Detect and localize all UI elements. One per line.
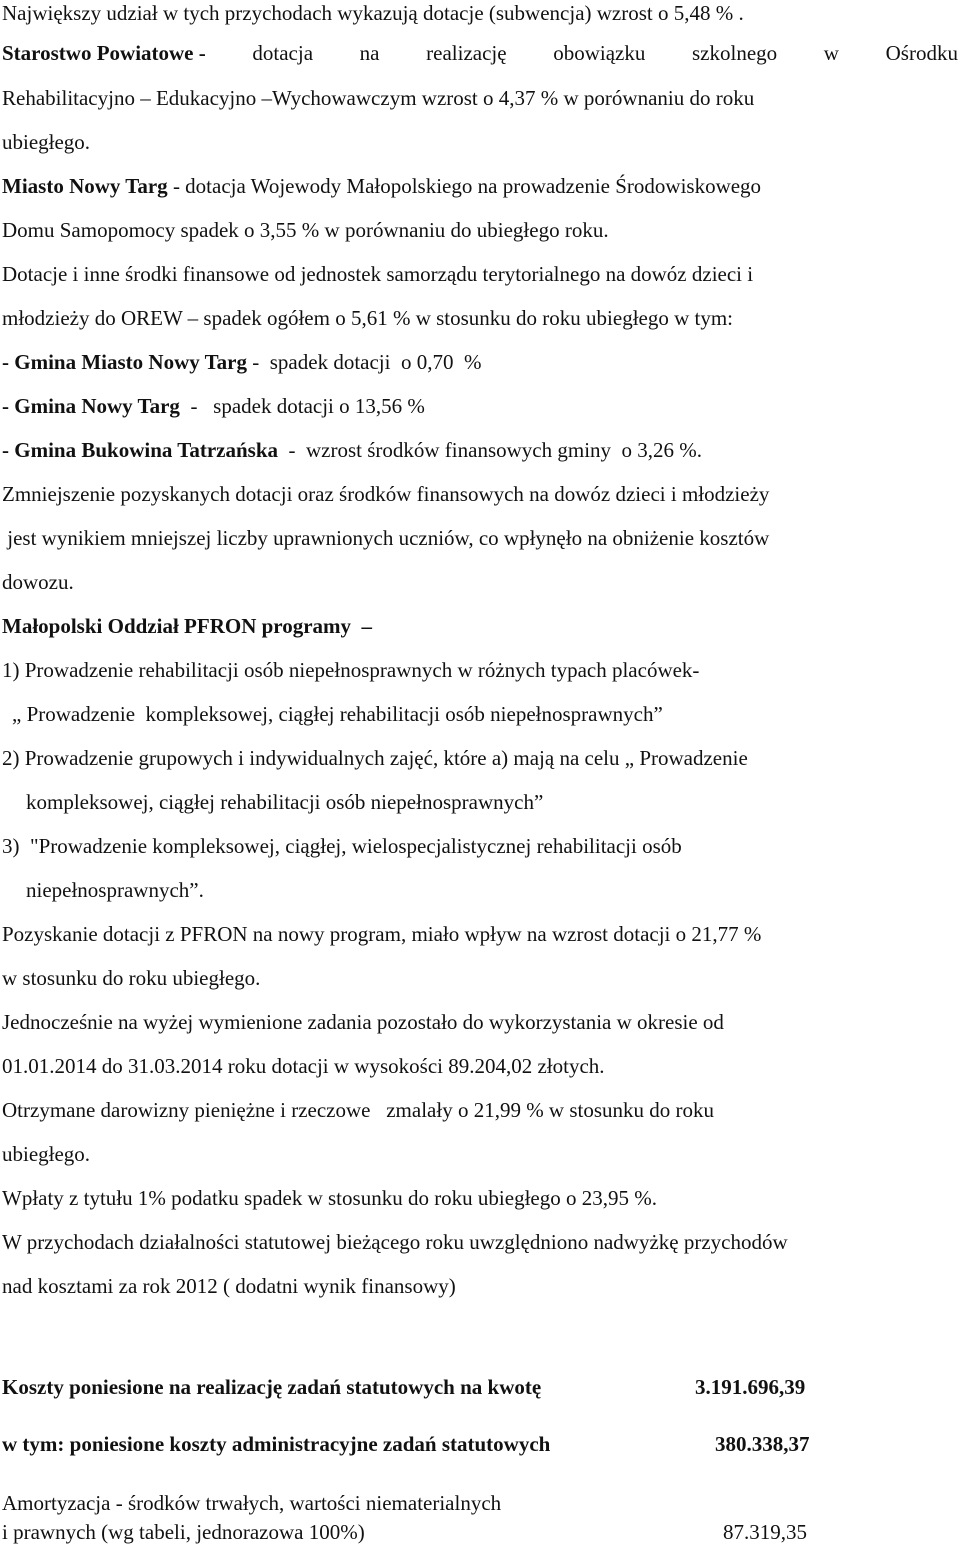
paragraph-dotacje-line1: Dotacje i inne środki finansowe od jednostek samorządu terytorialnego na dowóz dzieci i bbox=[2, 262, 754, 286]
gmina-name: - Gmina Miasto Nowy Targ bbox=[2, 350, 248, 374]
pfron-item-1: 1) Prowadzenie rehabilitacji osób niepełnosprawnych w różnych typach placówek- bbox=[2, 658, 700, 682]
gmina-name: - Gmina Bukowina Tatrzańska bbox=[2, 438, 278, 462]
paragraph-nadwyzka-line2: nad kosztami za rok 2012 ( dodatni wynik finansowy) bbox=[2, 1274, 456, 1298]
gmina-item-1 bbox=[2, 349, 958, 375]
paragraph-miasto-line2: Domu Samopomocy spadek o 3,55 % w porównaniu do ubiegłego roku. bbox=[2, 218, 609, 242]
pfron-item-3-detail: niepełnosprawnych”. bbox=[26, 878, 204, 902]
pfron-item-1-detail: „ Prowadzenie kompleksowej, ciągłej rehabilitacji osób niepełnosprawnych” bbox=[12, 702, 663, 726]
paragraph-nadwyzka-line1: W przychodach działalności statutowej bieżącego roku uwzględniono nadwyżkę przychodów bbox=[2, 1230, 788, 1254]
paragraph-darowizny-line2: ubiegłego. bbox=[2, 1142, 91, 1166]
paragraph-pfron-increase-line2: w stosunku do roku ubiegłego. bbox=[2, 966, 261, 990]
word: szkolnego bbox=[692, 41, 778, 65]
word: Ośrodku bbox=[885, 41, 958, 65]
pfron-item-2-detail: kompleksowej, ciągłej rehabilitacji osób niepełnosprawnych” bbox=[26, 790, 544, 814]
word: w bbox=[823, 41, 839, 65]
costs-admin-value bbox=[715, 1431, 810, 1457]
word: realizację bbox=[426, 41, 507, 65]
paragraph-dotacje-line2: młodzieży do OREW – spadek ogółem o 5,61 % w stosunku do roku ubiegłego w tym: bbox=[2, 306, 734, 330]
costs-total-label bbox=[2, 1374, 541, 1400]
costs-admin-label bbox=[2, 1431, 550, 1457]
gmina-value: - spadek dotacji o 0,70 % bbox=[247, 350, 482, 374]
gmina-value: - spadek dotacji o 13,56 % bbox=[179, 394, 425, 418]
costs-admin-label-text: w tym: poniesione koszty administracyjne zadań statutowych bbox=[2, 1432, 551, 1456]
gmina-item-3 bbox=[2, 437, 958, 463]
paragraph-starostwo-line1 bbox=[2, 40, 958, 66]
costs-admin-value-text: 380.338,37 bbox=[715, 1432, 810, 1456]
paragraph-zmniejszenie-line2: jest wynikiem mniejszej liczby uprawnionych uczniów, co wpłynęło na obniżenie kosztów bbox=[2, 526, 770, 550]
paragraph-jednoczesnie-line2: 01.01.2014 do 31.03.2014 roku dotacji w wysokości 89.204,02 złotych. bbox=[2, 1054, 605, 1078]
paragraph-subsidy: Największy udział w tych przychodach wykazują dotacje (subwencja) wzrost o 5,48 % . bbox=[2, 1, 744, 25]
costs-total-value-text: 3.191.696,39 bbox=[695, 1375, 806, 1399]
pfron-item-3: 3) "Prowadzenie kompleksowej, ciągłej, wielospecjalistycznej rehabilitacji osób bbox=[2, 834, 682, 858]
paragraph-1-percent: Wpłaty z tytułu 1% podatku spadek w stosunku do roku ubiegłego o 23,95 %. bbox=[2, 1186, 657, 1210]
miasto-label: Miasto Nowy Targ bbox=[2, 174, 168, 198]
miasto-text: - dotacja Wojewody Małopolskiego na prowadzenie Środowiskowego bbox=[172, 174, 762, 198]
word: dotacja bbox=[252, 41, 314, 65]
gmina-value: - wzrost środków finansowych gminy o 3,26 %. bbox=[278, 438, 703, 462]
paragraph-zmniejszenie-line1: Zmniejszenie pozyskanych dotacji oraz środków finansowych na dowóz dzieci i młodzieży bbox=[2, 482, 770, 506]
paragraph-miasto-line1 bbox=[2, 173, 958, 199]
paragraph-starostwo-line3: ubiegłego. bbox=[2, 130, 91, 154]
costs-total-value bbox=[695, 1374, 805, 1400]
pfron-heading-text: Małopolski Oddział PFRON programy – bbox=[2, 614, 373, 638]
paragraph-jednoczesnie-line1: Jednocześnie na wyżej wymienione zadania pozostało do wykorzystania w okresie od bbox=[2, 1010, 724, 1034]
starostwo-label: Starostwo Powiatowe - bbox=[2, 41, 206, 65]
gmina-item-2 bbox=[2, 393, 958, 419]
pfron-heading bbox=[2, 613, 958, 639]
paragraph-starostwo-line2: Rehabilitacyjno – Edukacyjno –Wychowawczym wzrost o 4,37 % w porównaniu do roku bbox=[2, 86, 755, 110]
word: obowiązku bbox=[553, 41, 646, 65]
costs-total-label-text: Koszty poniesione na realizację zadań statutowych na kwotę bbox=[2, 1375, 542, 1399]
amortization-label-line2: i prawnych (wg tabeli, jednorazowa 100%) bbox=[2, 1520, 365, 1544]
paragraph-darowizny-line1: Otrzymane darowizny pieniężne i rzeczowe zmalały o 21,99 % w stosunku do roku bbox=[2, 1098, 715, 1122]
paragraph-zmniejszenie-line3: dowozu. bbox=[2, 570, 74, 594]
amortization-value: 87.319,35 bbox=[723, 1520, 807, 1544]
paragraph-pfron-increase-line1: Pozyskanie dotacji z PFRON na nowy program, miało wpływ na wzrost dotacji o 21,77 % bbox=[2, 922, 762, 946]
pfron-item-2: 2) Prowadzenie grupowych i indywidualnych zajęć, które a) mają na celu „ Prowadzenie bbox=[2, 746, 748, 770]
gmina-name: - Gmina Nowy Targ bbox=[2, 394, 180, 418]
word: na bbox=[359, 41, 380, 65]
amortization-label-line1: Amortyzacja - środków trwałych, wartości niematerialnych bbox=[2, 1491, 502, 1515]
